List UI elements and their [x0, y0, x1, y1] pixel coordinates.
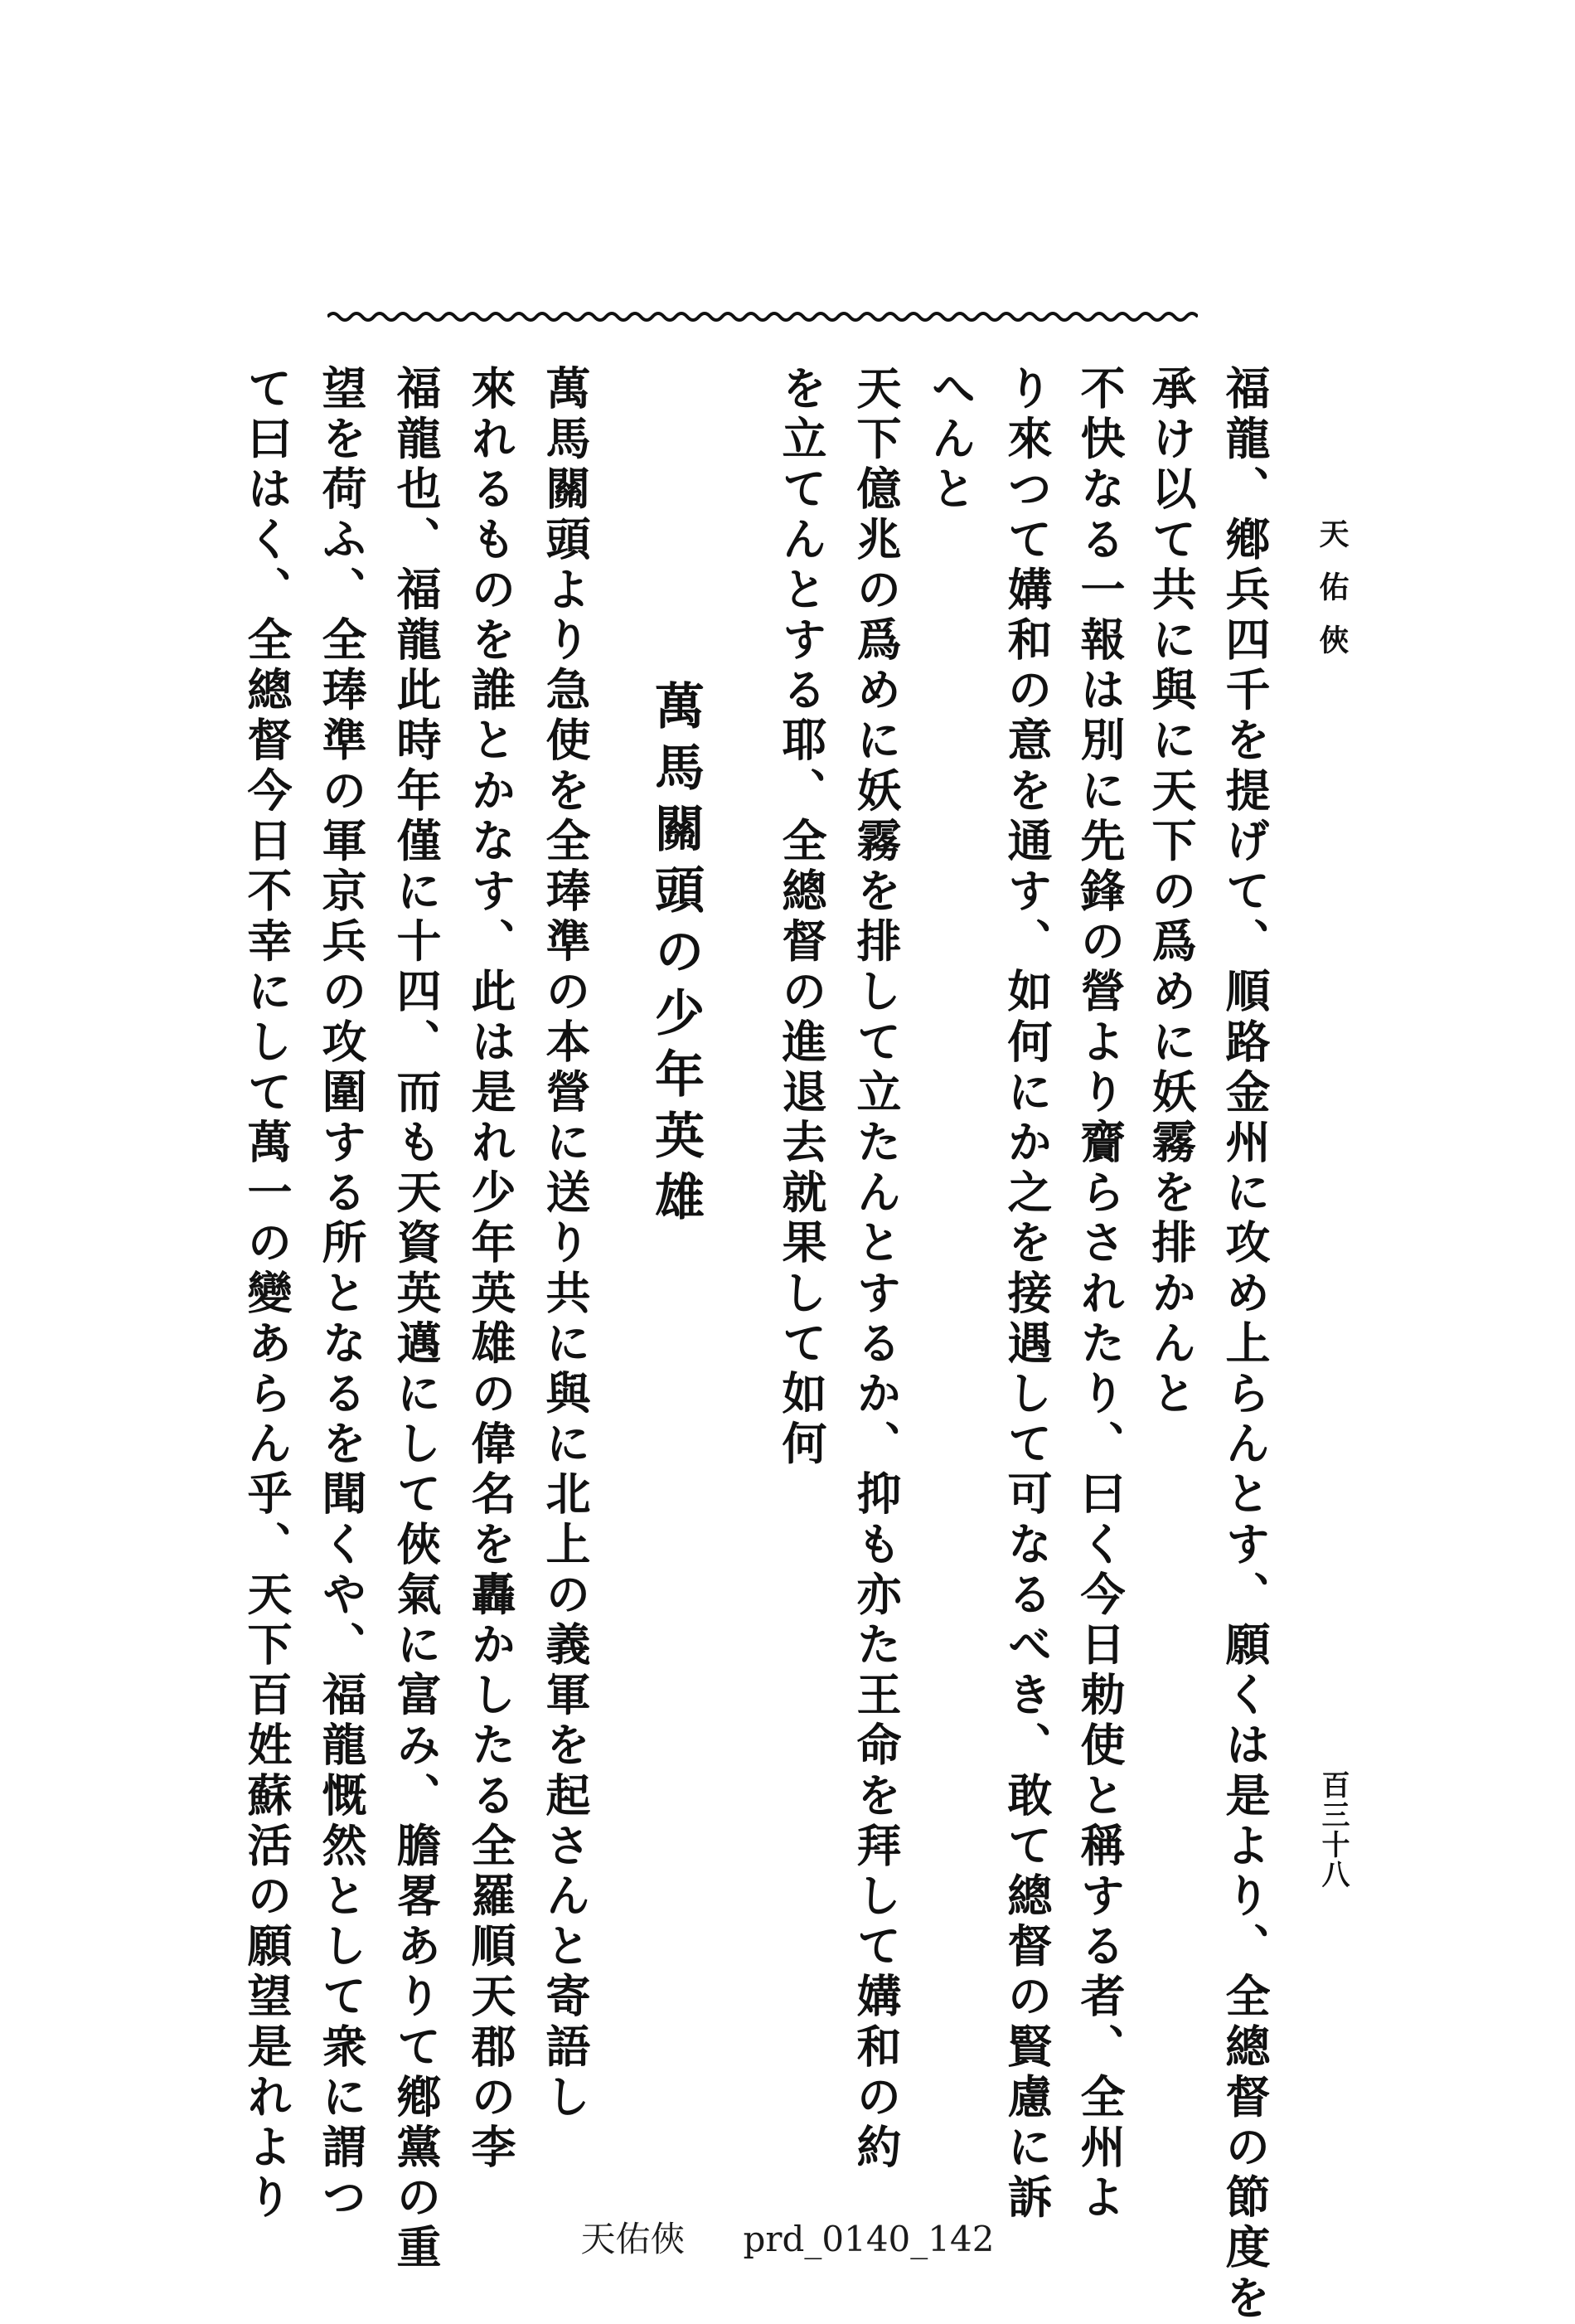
text-column-9: 來れるものを誰とかなす、此は是れ少年英雄の偉名を轟かしたる全羅順天郡の李: [464, 365, 517, 2174]
scan-footer: [0, 2212, 1575, 2262]
text-column-1: 福龍、鄕兵四千を提げて、順路金州に攻め上らんとす、願くは是より、全總督の節度を: [1219, 365, 1272, 2324]
text-column-5: へんと: [924, 365, 977, 516]
text-column-6: 天下億兆の爲めに妖霧を排して立たんとするか、抑も亦た王命を拜して媾和の約: [850, 365, 903, 2174]
running-title: 天佑俠: [1315, 518, 1350, 677]
text-column-2: 承け以て共に與に天下の爲めに妖霧を排かんと: [1145, 365, 1198, 1420]
section-heading: 萬馬關頭の少年英雄: [647, 680, 705, 1232]
text-column-10: 福龍也、福龍此時年僅に十四、而も天資英邁にして俠氣に富み、膽畧ありて鄕黨の重: [390, 365, 443, 2274]
footer-title: 天佑俠: [580, 2219, 686, 2259]
text-column-3: 不快なる一報は別に先鋒の營より齎らされたり、曰く今日勅使と稱する者、全州よ: [1073, 365, 1127, 2225]
text-column-4: り來つて媾和の意を通す、如何にか之を接遇して可なるべき、敢て總督の賢慮に訴: [1001, 365, 1054, 2225]
footer-id: prd_0140_142: [743, 2219, 995, 2259]
text-column-7: を立てんとする耶、全總督の進退去就果して如何: [775, 365, 828, 1471]
text-column-12: て曰はく、全總督今日不幸にして萬一の變あらん乎、天下百姓蘇活の願望是れより: [240, 365, 293, 2225]
text-column-11: 望を荷ふ、全琫準の軍京兵の攻圍する所となるを聞くや、福龍慨然として衆に謂つ: [315, 365, 368, 2225]
wavy-divider: [327, 307, 1198, 327]
text-column-8: 萬馬關頭より急使を全琫準の本營に送り共に與に北上の義軍を起さんと寄語し: [539, 365, 592, 2123]
page-number: 百三十八: [1316, 1770, 1350, 1890]
